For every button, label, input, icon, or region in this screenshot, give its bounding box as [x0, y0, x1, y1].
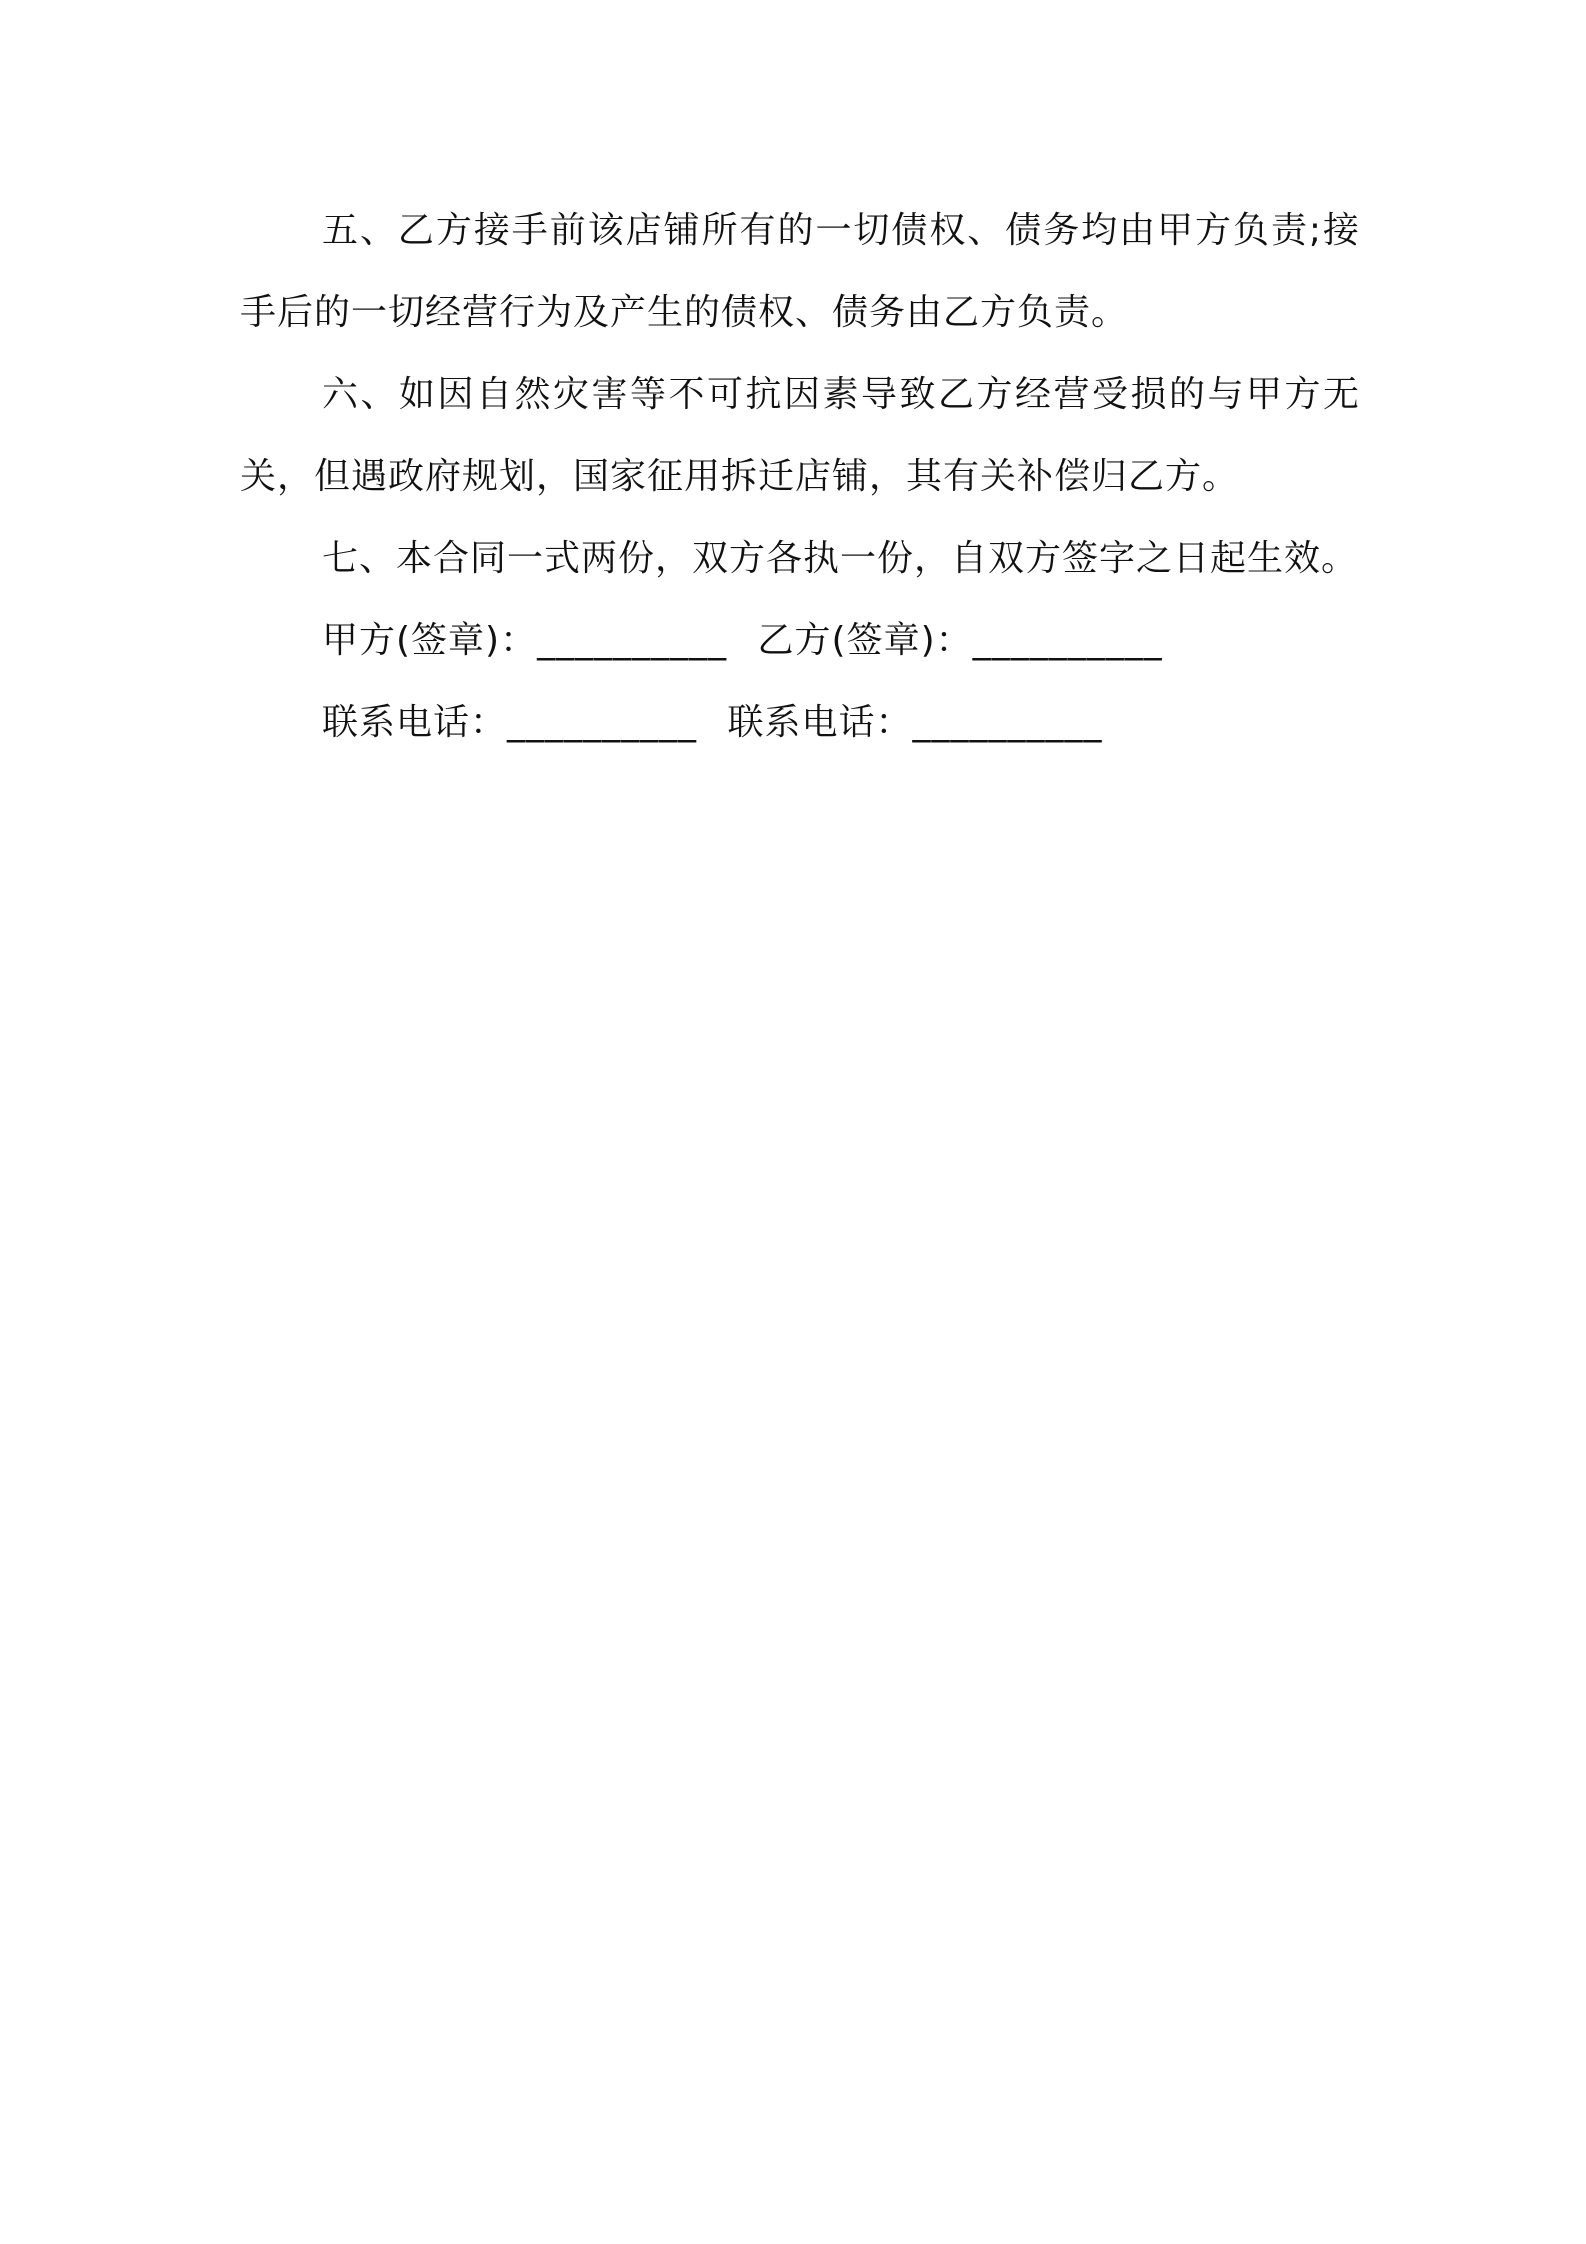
- phone-a-blank: __________: [507, 702, 698, 743]
- phone-row: [240, 682, 1360, 764]
- party-a-blank: __________: [537, 620, 728, 661]
- party-a-phone: [322, 682, 697, 764]
- clause-5: 五、乙方接手前该店铺所有的一切债权、债务均由甲方负责;接手后的一切经营行为及产生的债权、债务由乙方负责。: [240, 210, 1360, 333]
- phone-a-label: 联系电话：: [322, 702, 508, 743]
- party-b-phone: [727, 682, 1102, 764]
- contract-body: [240, 190, 1360, 764]
- party-a-label: 甲方(签章)：: [322, 620, 538, 661]
- party-b-blank: __________: [972, 620, 1163, 661]
- clause-7: 七、本合同一式两份，双方各执一份，自双方签字之日起生效。: [322, 538, 1359, 579]
- clause-6: 六、如因自然灾害等不可抗因素导致乙方经营受损的与甲方无关，但遇政府规划，国家征用拆迁店铺，其有关补偿归乙方。: [240, 374, 1360, 497]
- phone-b-blank: __________: [912, 702, 1103, 743]
- party-b-signature: [758, 600, 1163, 682]
- signature-row: [240, 600, 1360, 682]
- party-b-label: 乙方(签章)：: [757, 620, 973, 661]
- phone-b-label: 联系电话：: [727, 702, 913, 743]
- party-a-signature: [322, 600, 727, 682]
